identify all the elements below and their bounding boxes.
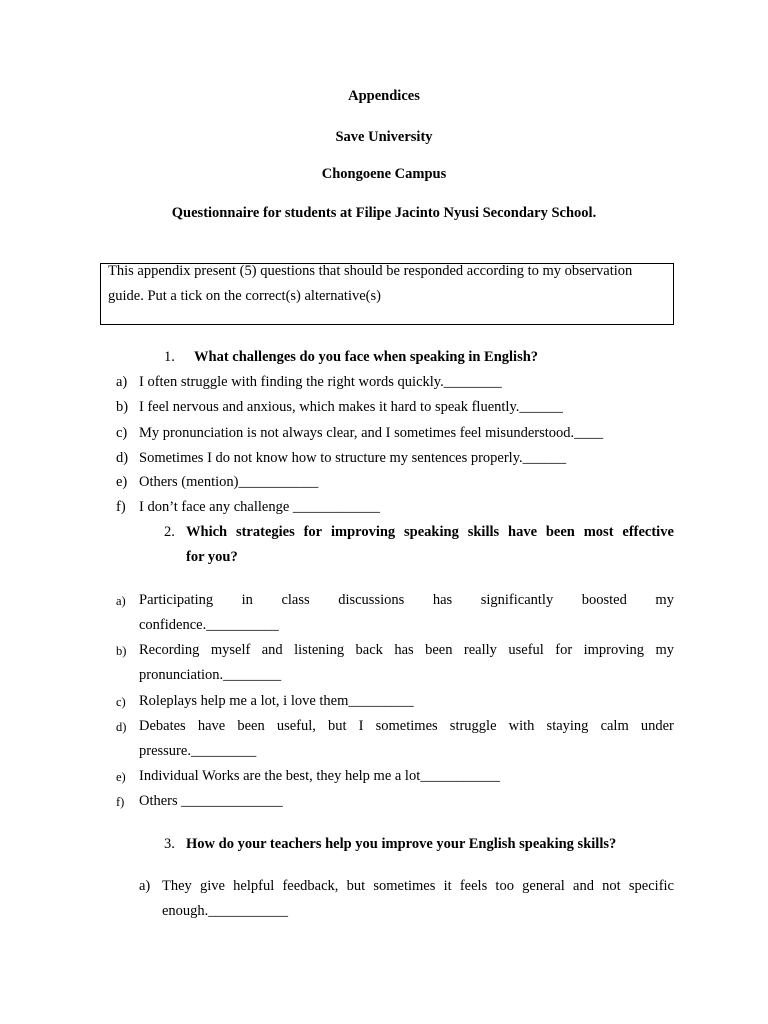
q2-b-word: really (463, 642, 497, 658)
q2-option-b-label: b) (116, 644, 127, 658)
question-2-number: 2. (164, 524, 175, 540)
question-3-text: How do your teachers help you improve your English speaking skills? (186, 836, 617, 852)
q3-a-word: it (443, 878, 452, 894)
q2-b-word: been (425, 642, 453, 658)
q2-d-word: useful, (276, 718, 316, 734)
q3-a-word: but (346, 878, 366, 894)
q2-option-d-label: d) (116, 720, 127, 734)
q2-b-word: for (555, 642, 573, 658)
q2-b-word: improving (583, 642, 645, 658)
q2-d-word: struggle (449, 718, 497, 734)
question-1-number: 1. (164, 349, 175, 365)
instructions-line-1: This appendix present (5) questions that should be responded according to my observation (108, 263, 633, 279)
university-name: Save University (335, 129, 433, 145)
q2-option-c[interactable]: Roleplays help me a lot, i love them_________ (139, 693, 414, 709)
q2-word: for (303, 524, 323, 540)
question-2-text-cont: for you? (186, 549, 238, 565)
q2-word: have (508, 524, 537, 540)
q2-word: Which (186, 524, 228, 540)
q2-d-word: calm (600, 718, 629, 734)
q1-option-e-label: e) (116, 474, 128, 490)
q2-option-f-label: f) (116, 795, 125, 809)
q2-option-d-cont[interactable]: pressure._________ (139, 743, 257, 759)
q2-option-f[interactable]: Others ______________ (139, 793, 283, 809)
q2-a-word: discussions (338, 592, 405, 608)
q2-option-a-label: a) (116, 594, 126, 608)
q1-option-b-label: b) (116, 399, 129, 415)
q2-d-word: but (328, 718, 347, 734)
q3-a-word: too (495, 878, 514, 894)
q2-d-word: Debates (139, 718, 186, 734)
q1-option-a[interactable]: I often struggle with finding the right words quickly.________ (139, 374, 502, 390)
q2-word: most (583, 524, 614, 540)
q1-option-c-label: c) (116, 425, 128, 441)
q3-a-word: helpful (233, 878, 275, 894)
q3-a-word: and (573, 878, 594, 894)
q2-d-word: with (508, 718, 535, 734)
q1-option-d-label: d) (116, 450, 129, 466)
q2-d-word: under (640, 718, 674, 734)
q1-option-d[interactable]: Sometimes I do not know how to structure my sentences properly.______ (139, 450, 567, 466)
q2-d-word: sometimes (375, 718, 438, 734)
q3-option-a-label: a) (139, 878, 151, 894)
q2-d-word: staying (546, 718, 589, 734)
q1-option-f[interactable]: I don’t face any challenge ____________ (139, 499, 380, 515)
q2-word: skills (467, 524, 500, 540)
q2-b-word: listening (294, 642, 345, 658)
q3-a-word: sometimes (373, 878, 436, 894)
question-1-text: What challenges do you face when speaking in English? (194, 349, 539, 365)
q3-a-word: feedback, (282, 878, 339, 894)
q3-a-word: not (602, 878, 621, 894)
q2-a-word: significantly (480, 592, 554, 608)
q2-word: speaking (404, 524, 459, 540)
q2-word: been (545, 524, 575, 540)
q3-a-word: feels (459, 878, 488, 894)
question-3-number: 3. (164, 836, 175, 852)
q2-option-e-label: e) (116, 770, 126, 784)
q2-b-word: has (394, 642, 414, 658)
q1-option-c[interactable]: My pronunciation is not always clear, and I sometimes feel misunderstood.____ (139, 425, 604, 441)
q2-b-word: useful (508, 642, 544, 658)
q2-option-d[interactable] (139, 718, 674, 735)
q2-b-word: my (655, 642, 674, 658)
q2-word: strategies (235, 524, 295, 540)
q2-option-a-cont[interactable]: confidence.__________ (139, 617, 279, 633)
q2-option-b-cont[interactable]: pronunciation.________ (139, 667, 282, 683)
instructions-line-2: guide. Put a tick on the correct(s) alternative(s) (108, 288, 381, 304)
q2-b-word: back (355, 642, 383, 658)
q2-d-word: I (358, 718, 364, 734)
q2-a-word: boosted (581, 592, 627, 608)
q2-option-c-label: c) (116, 695, 126, 709)
q3-a-word: They (162, 878, 192, 894)
q3-option-a-cont[interactable]: enough.___________ (162, 903, 289, 919)
q1-option-a-label: a) (116, 374, 128, 390)
q2-d-word: have (197, 718, 226, 734)
q2-a-word: my (655, 592, 674, 608)
q1-option-e[interactable]: Others (mention)___________ (139, 474, 319, 490)
q2-option-b[interactable] (139, 642, 674, 659)
q2-d-word: been (237, 718, 265, 734)
q2-a-word: has (432, 592, 453, 608)
q2-a-word: in (241, 592, 253, 608)
q3-a-word: general (522, 878, 565, 894)
q2-option-a[interactable] (139, 592, 674, 609)
q2-option-e[interactable]: Individual Works are the best, they help me a lot___________ (139, 768, 500, 784)
q1-option-b[interactable]: I feel nervous and anxious, which makes it hard to speak fluently.______ (139, 399, 563, 415)
q2-a-word: Participating (139, 592, 214, 608)
q3-a-word: specific (628, 878, 674, 894)
q1-option-f-label: f) (116, 499, 126, 515)
q2-word: improving (330, 524, 396, 540)
q2-word: effective (622, 524, 674, 540)
q2-b-word: myself (210, 642, 251, 658)
q3-option-a[interactable] (162, 878, 674, 895)
campus-name: Chongoene Campus (321, 166, 447, 182)
q3-a-word: give (200, 878, 225, 894)
q2-a-word: class (281, 592, 310, 608)
appendices-heading: Appendices (348, 88, 420, 104)
q2-b-word: Recording (139, 642, 200, 658)
q2-b-word: and (261, 642, 283, 658)
question-2-text (186, 524, 674, 541)
questionnaire-title: Questionnaire for students at Filipe Jacinto Nyusi Secondary School. (171, 205, 597, 221)
